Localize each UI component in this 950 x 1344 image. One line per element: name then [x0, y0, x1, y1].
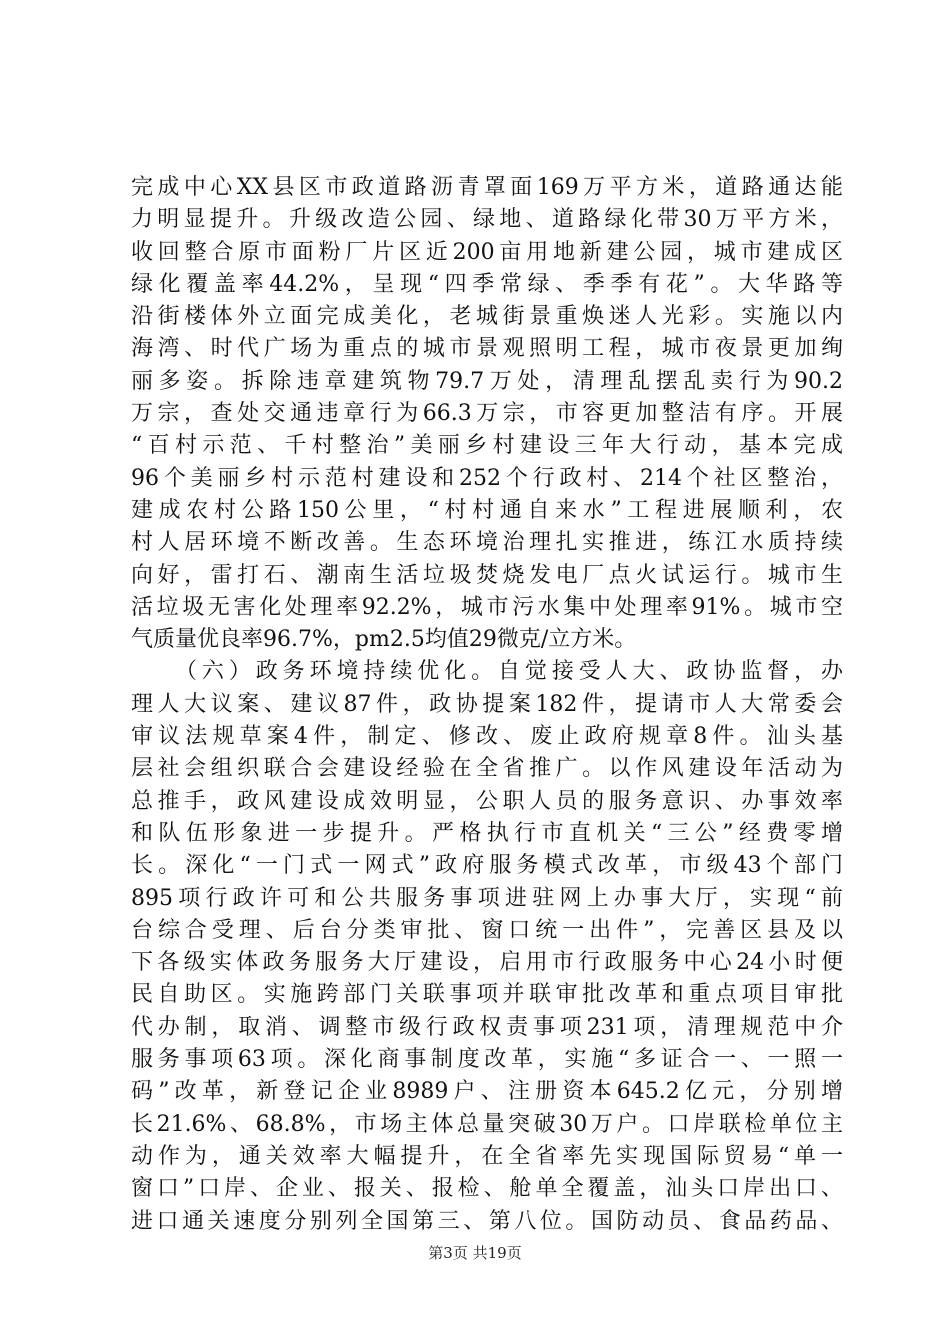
text-line: 总推手，政风建设成效明显，公职人员的服务意识、办事效率	[131, 788, 843, 814]
text-line: 长。深化“一门式一网式”政府服务模式改革，市级43个部门	[131, 853, 843, 879]
text-line: 层社会组织联合会建设经验在全省推广。以作风建设年活动为	[131, 756, 843, 782]
text-line: 村人居环境不断改善。生态环境治理扎实推进，练江水质持续	[131, 530, 843, 556]
text-line: 建成农村公路150公里，“村村通自来水”工程进展顺利，农	[131, 497, 843, 523]
text-line: 窗口”口岸、企业、报关、报检、舱单全覆盖，汕头口岸出口、	[131, 1176, 843, 1202]
text-line: 长21.6%、68.8%，市场主体总量突破30万户。口岸联检单位主	[131, 1111, 843, 1137]
text-line: 完成中心XX县区市政道路沥青罩面169万平方米，道路通达能	[131, 175, 843, 200]
text-line: 民自助区。实施跨部门关联事项并联审批改革和重点项目审批	[131, 982, 843, 1008]
text-line: 气质量优良率96.7%，pm2.5均值29微克/立方米。	[131, 627, 637, 653]
text-line: 动作为，通关效率大幅提升，在全省率先实现国际贸易“单一	[131, 1143, 843, 1169]
text-line: 审议法规草案4件，制定、修改、废止政府规章8件。汕头基	[131, 724, 843, 750]
text-line: 96个美丽乡村示范村建设和252个行政村、214个社区整治，	[131, 465, 843, 491]
text-line: 绿化覆盖率44.2%，呈现“四季常绿、季季有花”。大华路等	[131, 271, 843, 297]
text-line: 代办制，取消、调整市级行政权责事项231项，清理规范中介	[131, 1014, 843, 1040]
text-line: 海湾、时代广场为重点的城市景观照明工程，城市夜景更加绚	[131, 336, 843, 362]
text-line: 和队伍形象进一步提升。严格执行市直机关“三公”经费零增	[131, 820, 843, 846]
text-line: 力明显提升。升级改造公园、绿地、道路绿化带30万平方米，	[131, 207, 843, 233]
paragraph-start-line: （六）政务环境持续优化。自觉接受人大、政协监督，办	[175, 659, 843, 685]
text-line: 万宗，查处交通违章行为66.3万宗，市容更加整洁有序。开展	[131, 401, 843, 427]
text-line: 活垃圾无害化处理率92.2%，城市污水集中处理率91%。城市空	[131, 594, 843, 620]
text-line: 沿街楼体外立面完成美化，老城街景重焕迷人光彩。实施以内	[131, 304, 843, 330]
text-line: 服务事项63项。深化商事制度改革，实施“多证合一、一照一	[131, 1047, 843, 1073]
text-line: 丽多姿。拆除违章建筑物79.7万处，清理乱摆乱卖行为90.2	[131, 368, 843, 394]
text-line: 下各级实体政务服务大厅建设，启用市行政服务中心24小时便	[131, 950, 843, 976]
body-text	[131, 172, 843, 1238]
text-line: 理人大议案、建议87件，政协提案182件，提请市人大常委会	[131, 691, 843, 717]
text-line: “百村示范、千村整治”美丽乡村建设三年大行动，基本完成	[131, 433, 843, 459]
text-line: 进口通关速度分别列全国第三、第八位。国防动员、食品药品、	[131, 1208, 843, 1234]
text-line: 台综合受理、后台分类审批、窗口统一出件”，完善区县及以	[131, 917, 843, 943]
text-line: 码”改革，新登记企业8989户、注册资本645.2亿元，分别增	[131, 1079, 843, 1105]
text-line: 向好，雷打石、潮南生活垃圾焚烧发电厂点火试运行。城市生	[131, 562, 843, 588]
text-line: 895项行政许可和公共服务事项进驻网上办事大厅，实现“前	[131, 885, 843, 911]
text-line: 收回整合原市面粉厂片区近200亩用地新建公园，城市建成区	[131, 239, 843, 265]
page-number-footer: 第3页 共19页	[428, 1244, 522, 1262]
